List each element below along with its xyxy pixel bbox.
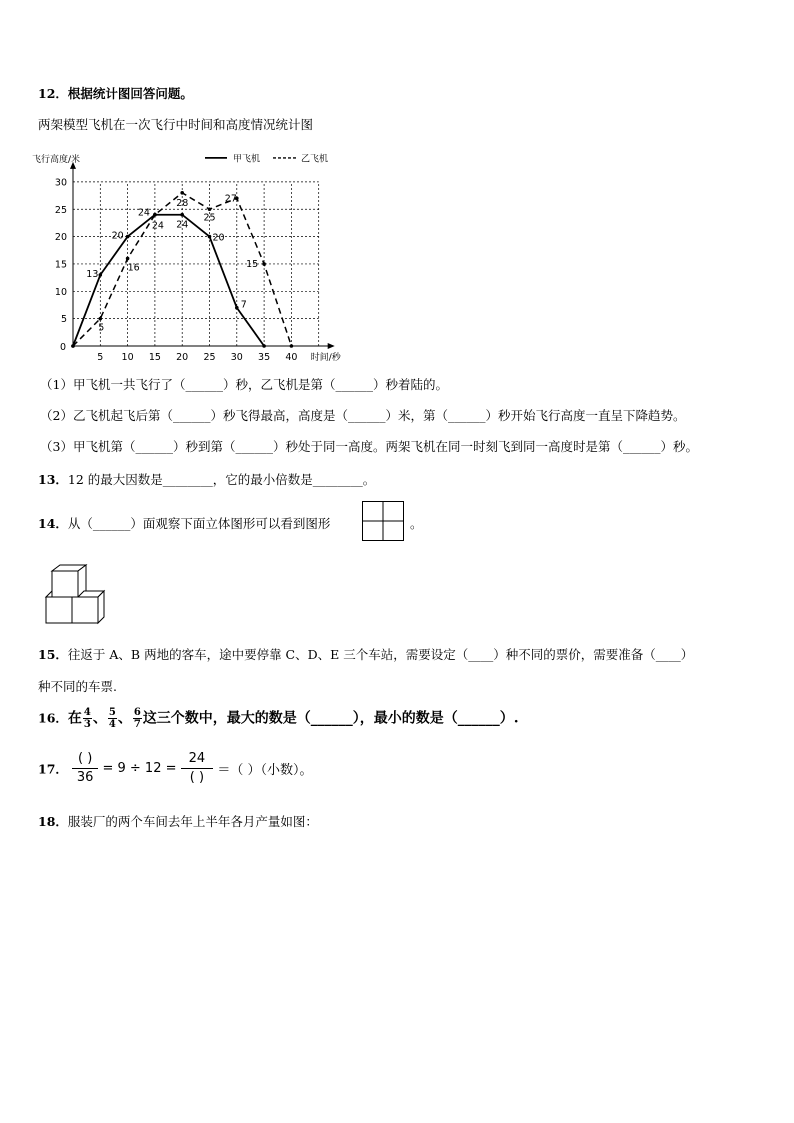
fraction-1: $\frac{4}{3}$: [83, 707, 91, 730]
q12-sub2: （2）乙飞机起飞后第（______）秒飞得最高，高度是（______）米，第（______）秒开始飞行高度一直呈下降趋势。: [40, 408, 686, 423]
q13: [38, 470, 375, 488]
data-point: [99, 317, 103, 321]
y-tick-label: 10: [54, 286, 67, 298]
q12-header: [38, 84, 193, 102]
y-tick-label: 25: [54, 204, 67, 216]
data-point: [262, 262, 266, 266]
q13-text: 12 的最大因数是________，它的最小倍数是________。: [67, 472, 376, 487]
cube-figure: [40, 563, 106, 625]
data-label: 15: [246, 258, 259, 270]
q18: [38, 812, 318, 830]
q16-sep-1: 、: [92, 710, 107, 727]
data-point: [180, 213, 184, 217]
q16-number: 16．: [38, 710, 68, 726]
data-label: 20: [111, 230, 124, 242]
data-label: 20: [212, 232, 225, 244]
y-tick-label: 5: [60, 314, 67, 326]
legend-label-2: 乙飞机: [301, 154, 329, 165]
y-tick-label: 30: [54, 177, 67, 189]
data-point: [262, 344, 266, 348]
q17-fraction-2: 24 ( ): [181, 750, 214, 787]
data-point: [208, 207, 212, 211]
q14-text-end: 。: [410, 516, 423, 531]
x-axis-arrow: [328, 343, 335, 349]
data-label: 5: [98, 322, 105, 334]
data-point: [126, 257, 130, 261]
q18-text: 服装厂的两个车间去年上半年各月产量如图：: [67, 814, 318, 829]
line-chart: [30, 135, 370, 367]
data-point: [99, 273, 103, 277]
q16-suffix: 这三个数中，最大的数是（______），最小的数是（______）.: [142, 710, 519, 727]
data-label: 16: [127, 262, 140, 274]
x-tick-label: 25: [203, 352, 216, 363]
x-tick-label: 5: [97, 352, 104, 363]
fraction-3: $\frac{6}{7}$: [133, 707, 141, 730]
q17: [38, 750, 312, 787]
data-point: [126, 235, 130, 239]
x-tick-label: 40: [285, 352, 298, 363]
x-tick-label: 30: [230, 352, 243, 363]
q16-sep-2: 、: [117, 710, 132, 727]
q12-number: 12．: [38, 86, 68, 101]
legend-label-1: 甲飞机: [233, 154, 261, 165]
data-label: 7: [240, 299, 247, 311]
data-label: 13: [86, 268, 99, 280]
data-label: 27: [224, 193, 237, 205]
y-tick-label: 15: [54, 259, 67, 271]
data-label: 24: [137, 207, 150, 219]
data-label: 24: [151, 220, 164, 232]
data-point: [235, 306, 239, 310]
q14-text: 从（______）面观察下面立体图形可以看到图形: [67, 516, 331, 531]
chart-caption: 两架模型飞机在一次飞行中时间和高度情况统计图: [38, 117, 314, 132]
x-tick-label: 10: [121, 352, 134, 363]
square-grid-figure: [362, 501, 404, 541]
origin-label: 0: [59, 342, 66, 353]
data-label: 25: [203, 212, 216, 224]
q12-sub3: （3）甲飞机第（______）秒到第（______）秒处于同一高度。两架飞机在同一时刻飞到同一高度时是第（______）秒。: [40, 439, 698, 454]
q16: [38, 707, 519, 730]
q17-tail: ＝（ ）（小数）。: [217, 763, 313, 778]
fraction-2: $\frac{5}{4}$: [108, 707, 116, 730]
x-axis-label: 时间/秒: [310, 353, 341, 363]
q15-line2: 种不同的车票.: [38, 679, 117, 694]
data-point: [153, 213, 157, 217]
data-point: [290, 344, 294, 348]
y-tick-label: 20: [54, 232, 67, 244]
q12-sub1: （1）甲飞机一共飞行了（______）秒，乙飞机是第（______）秒着陆的。: [40, 377, 448, 392]
data-label: 28: [176, 197, 189, 209]
data-point: [71, 344, 75, 348]
x-tick-label: 15: [148, 352, 161, 363]
q15-number: 15．: [38, 647, 68, 662]
q12-prompt: 根据统计图回答问题。: [67, 86, 193, 101]
q17-fraction-1: ( ) 36: [72, 750, 98, 787]
data-point: [208, 235, 212, 239]
q14-number: 14．: [38, 516, 68, 531]
q15-line1: [38, 645, 693, 663]
data-label: 24: [176, 219, 189, 231]
x-tick-label: 20: [176, 352, 189, 363]
q15-text1: 往返于 A、B 两地的客车，途中要停靠 C、D、E 三个车站，需要设定（____）种不同的票价，需要准备（____）: [67, 647, 694, 662]
q17-middle: = 9 ÷ 12 =: [102, 761, 177, 776]
y-axis-label: 飞行高度/米: [32, 154, 81, 165]
x-tick-label: 35: [258, 352, 271, 363]
q17-number: 17．: [38, 761, 68, 777]
q16-prefix: 在: [67, 710, 82, 727]
q13-number: 13．: [38, 472, 68, 487]
data-point: [180, 191, 184, 195]
q14: [38, 514, 330, 532]
q18-number: 18．: [38, 814, 68, 829]
